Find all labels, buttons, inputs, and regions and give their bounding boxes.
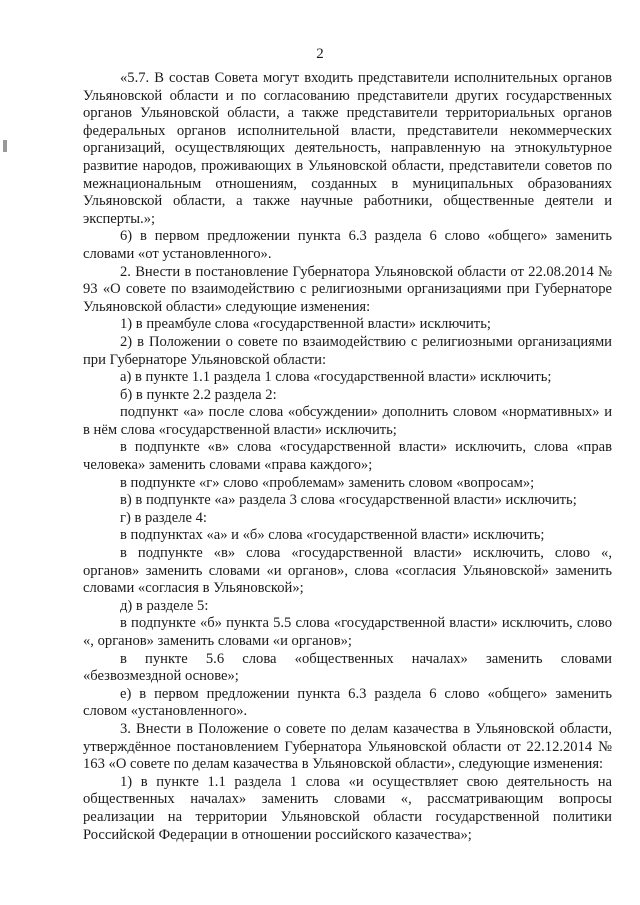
paragraph: д) в разделе 5: — [120, 597, 209, 614]
document-body — [83, 70, 612, 844]
paragraph: 1) в пункте 1.1 раздела 1 слова «и осуществляет свою деятельность на общественных началах» заменить словами «, рассматривающим вопросы реализации на территории Ульяновской области государственной политики Российской Федерации в отношении российского казачества»; — [83, 773, 612, 843]
paragraph: 2) в Положении о совете по взаимодействию с религиозными организациями при Губернаторе Ульяновской области: — [83, 333, 612, 368]
page-number: 2 — [316, 46, 324, 62]
scan-artifact — [3, 140, 7, 152]
paragraph: в подпункте «в» слова «государственной власти» исключить, слова «прав человека» заменить словами «права каждого»; — [83, 439, 612, 474]
paragraph: 6) в первом предложении пункта 6.3 раздела 6 слово «общего» заменить словами «от установленного». — [83, 228, 612, 262]
paragraph-5-7: «5.7. В состав Совета могут входить представители исполнительных органов Ульяновской области и по согласованию представители других государственных органов Ульяновской области, а также представители территориальных органов федеральных органов исполнительной власти, представители некоммерческих организаций, осуществляющих деятельность, направленную на этнокультурное развитие народов, проживающих в Ульяновской области, представители советов по межнациональным отношениям, созданных в муниципальных образованиях Ульяновской области, а также научные работники, общественные деятели и эксперты.»; — [83, 70, 612, 227]
paragraph: в подпункте «г» слово «проблемам» заменить словом «вопросам»; — [120, 474, 535, 491]
paragraph: подпункт «а» после слова «обсуждении» дополнить словом «нормативных» и в нём слова «государственной власти» исключить; — [83, 404, 612, 438]
paragraph: а) в пункте 1.1 раздела 1 слова «государственной власти» исключить; — [120, 369, 552, 386]
paragraph: в подпунктах «а» и «б» слова «государственной власти» исключить; — [120, 527, 545, 544]
paragraph: в пункте 5.6 слова «общественных началах» заменить словами «безвозмездной основе»; — [83, 650, 612, 685]
paragraph: в подпункте «в» слова «государственной власти» исключить, слово «, органов» заменить словами «и органов», слова «согласия Ульяновской» заменить словами «согласия в Ульяновской»; — [83, 545, 612, 597]
paragraph: е) в первом предложении пункта 6.3 раздела 6 слово «общего» заменить словом «установленного». — [83, 685, 612, 720]
paragraph: в) в подпункте «а» раздела 3 слова «государственной власти» исключить; — [120, 492, 577, 509]
paragraph: б) в пункте 2.2 раздела 2: — [120, 386, 277, 403]
paragraph-section-3: 3. Внести в Положение о совете по делам казачества в Ульяновской области, утверждённое постановлением Губернатора Ульяновской области от 22.12.2014 № 163 «О совете по делам казачества в Ульяновской области», следующие изменения: — [83, 720, 612, 773]
paragraph: в подпункте «б» пункта 5.5 слова «государственной власти» исключить, слово «, органов» заменить словами «и органов»; — [83, 615, 612, 649]
paragraph: г) в разделе 4: — [120, 509, 207, 526]
paragraph: 1) в преамбуле слова «государственной власти» исключить; — [120, 316, 491, 333]
paragraph-section-2: 2. Внести в постановление Губернатора Ульяновской области от 22.08.2014 № 93 «О совете по взаимодействию с религиозными организациями при Губернаторе Ульяновской области» следующие изменения: — [83, 263, 612, 315]
